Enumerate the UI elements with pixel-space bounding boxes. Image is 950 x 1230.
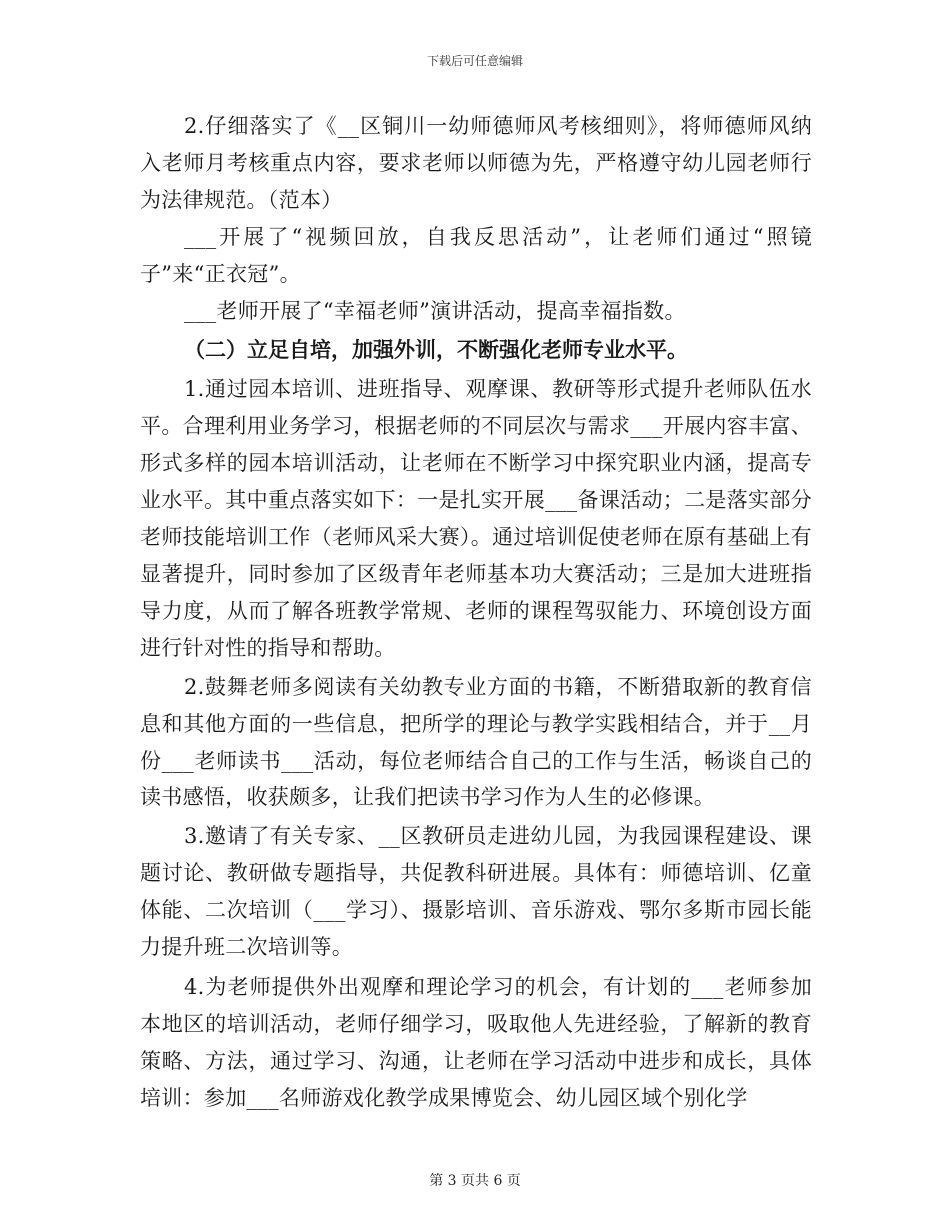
paragraph-3: ___老师开展了“幸福老师”演讲活动，提高幸福指数。 [184,298,686,323]
paragraph-6: 3.邀请了有关专家、__区教研员走进幼儿园，为我园课程建设、课题讨论、教研做专题指导，共促教科研进展。具体有：师德培训、亿童体能、二次培训（___学习）、摄影培训、音乐游戏、鄂尔多斯市园长能力提升班二次培训等。 [140,824,812,960]
paragraph-5: 2.鼓舞老师多阅读有关幼教专业方面的书籍，不断猎取新的教育信息和其他方面的一些信息，把所学的理论与教学实践相结合，并于__月份___老师读书___活动，每位老师结合自己的工作与生活，畅谈自己的读书感悟，收获颇多，让我们把读书学习作为人生的必修课。 [140,674,812,810]
paragraph-1: 2.仔细落实了《__区铜川一幼师德师风考核细则》，将师德师风纳入老师月考核重点内容，要求老师以师德为先，严格遵守幼儿园老师行为法律规范。（范本） [140,114,812,212]
page-footer: 第 3 页共 6 页 [429,1173,521,1189]
page-header: 下载后可任意编辑 [426,54,523,68]
paragraph-7: 4.为老师提供外出观摩和理论学习的机会，有计划的___老师参加本地区的培训活动，老师仔细学习，吸取他人先进经验，了解新的教育策略、方法，通过学习、沟通，让老师在学习活动中进步和成长，具体培训：参加___名师游戏化教学成果博览会、幼儿园区域个别化学 [140,974,812,1110]
section-heading: （二）立足自培，加强外训，不断强化老师专业水平。 [184,338,688,363]
document-body [140,108,812,1117]
paragraph-4: 1.通过园本培训、进班指导、观摩课、教研等形式提升老师队伍水平。合理利用业务学习，根据老师的不同层次与需求___开展内容丰富、形式多样的园本培训活动，让老师在不断学习中探究职业内涵，提高专业水平。其中重点落实如下：一是扎实开展___备课活动；二是落实部分老师技能培训工作（老师风采大赛）。通过培训促使老师在原有基础上有显著提升，同时参加了区级青年老师基本功大赛活动；三是加大进班指导力度，从而了解各班教学常规、老师的课程驾驭能力、环境创设方面进行针对性的指导和帮助。 [140,377,812,660]
paragraph-2: ___开展了“视频回放，自我反思活动”，让老师们通过“照镜子”来“正衣冠”。 [140,224,812,286]
